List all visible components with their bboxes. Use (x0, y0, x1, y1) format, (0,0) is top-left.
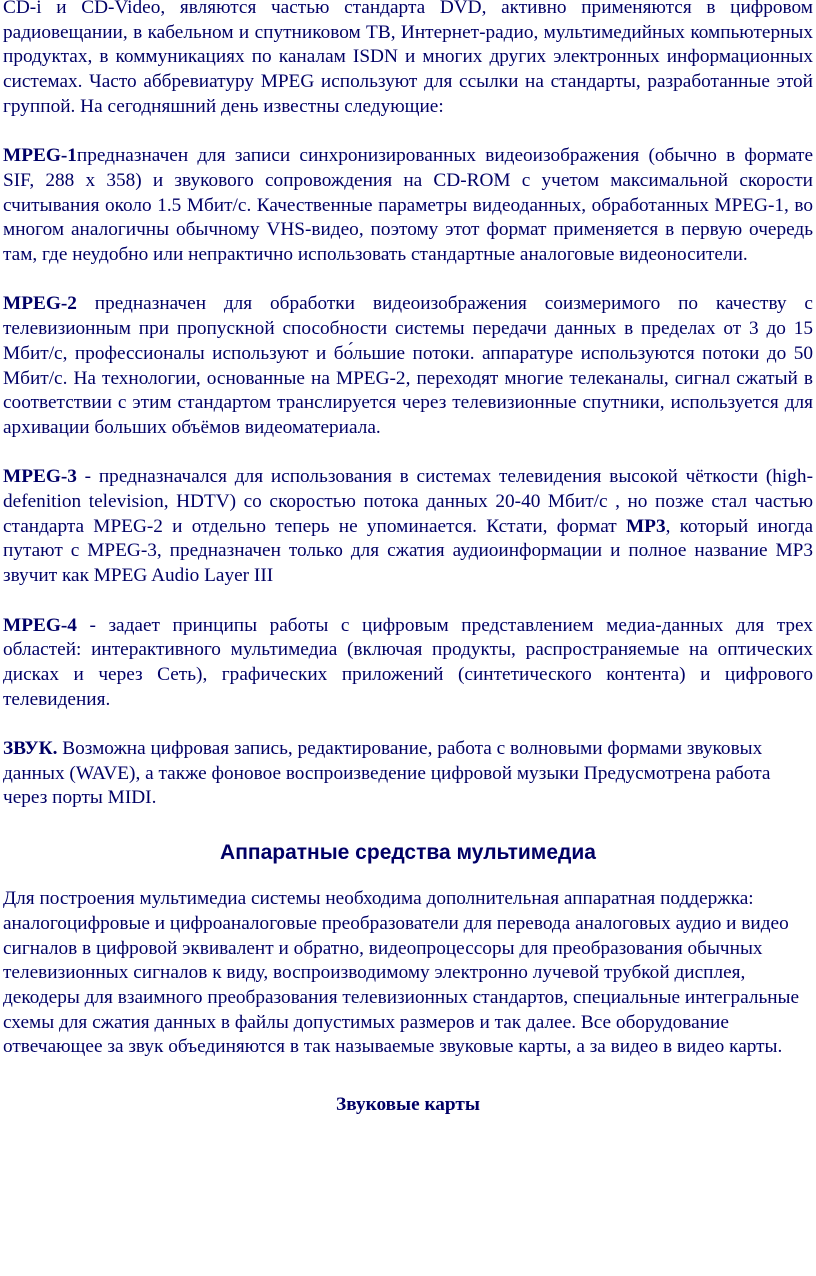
intro-paragraph: CD-i и CD-Video, являются частью стандарта DVD, активно применяются в цифровом радиовещании, в кабельном и спутниковом ТВ, Интернет-радио, мультимедийных компьютерных продуктах, в коммуникациях по каналам ISDN и многих других электронных информационных системах. Часто аббревиатуру MPEG используют для ссылки на стандарты, разработанные этой группой. На сегодняшний день известны следующие: (3, 0, 813, 117)
mpeg3-term: MPEG-3 (3, 466, 77, 488)
mpeg1-paragraph (3, 144, 813, 268)
spacer (3, 1060, 813, 1090)
hardware-heading: Аппаратные средства мультимедиа (220, 841, 596, 865)
document-page (3, 0, 813, 1120)
mpeg2-text: предназначен для обработки видеоизображения соизмеримого по качеству с телевизионным при пропускной способности системы передачи данных в пределах от 3 до 15 Мбит/с, профессионалы используют и бо́льшие потоки. аппаратуре используются потоки до 50 Мбит/с. На технологии, основанные на MPEG-2, переходят многие телеканалы, сигнал сжатый в соответствии с этим стандартом транслируется через телевизионные спутники, используется для архивации больших объёмов видеоматериала. (3, 293, 813, 438)
spacer (3, 712, 813, 737)
hardware-paragraph: Для построения мультимедиа системы необходима дополнительная аппаратная поддержка: аналогоцифровые и цифроаналоговые преобразователи для перевода аналоговых аудио и видео сигналов в цифровой эквивалент и обратно, видеопроцессоры для преобразования обычных телевизионных сигналов к виду, воспроизводимому электронно лучевой трубкой дисплея, декодеры для взаимного преобразования телевизионных стандартов, специальные интегральные схемы для сжатия данных в файлы допустимых размеров и так далее. Все оборудование отвечающее за звук объединяются в так называемые звуковые карты, а за видео в видео карты. (3, 888, 800, 1058)
mpeg2-term: MPEG-2 (3, 293, 77, 315)
spacer (3, 871, 813, 887)
mpeg1-term: MPEG-1 (3, 145, 77, 167)
spacer (3, 589, 813, 614)
mpeg3-text-b: , который иногда путают с MPEG-3, предназначен только для сжатия аудиоинформации и полное название MP3 звучит как MPEG Audio Layer III (3, 515, 813, 587)
mpeg4-text: - задает принципы работы с цифровым представлением медиа-данных для трех областей: интерактивного мультимедиа (включая продукты, распространяемые на оптических дисках и через Сеть), графических приложений (синтетического контента) и цифрового телевидения. (3, 614, 813, 710)
spacer (3, 441, 813, 466)
mpeg1-text: предназначен для записи синхронизированных видеоизображения (обычно в формате SIF, 288 x 358) и звукового сопровождения на CD-ROM с учетом максимальной скорости считывания около 1.5 Мбит/с. Качественные параметры видеоданных, обработанных MPEG-1, во многом аналогичны обычному VHS-видео, поэтому этот формат применяется в первую очередь там, где неудобно или непрактично использовать стандартные аналоговые видеоносители. (3, 145, 813, 266)
spacer (3, 268, 813, 293)
soundcards-heading: Звуковые карты (336, 1094, 480, 1116)
mpeg3-paragraph (3, 465, 813, 589)
mpeg4-term: MPEG-4 (3, 614, 77, 636)
spacer (3, 120, 813, 145)
sound-paragraph (3, 737, 813, 811)
sound-text: Возможна цифровая запись, редактирование, работа с волновыми формами звуковых данных (WAVE), а также фоновое воспроизведение цифровой музыки Предусмотрена работа через порты MIDI. (3, 738, 771, 809)
mpeg3-text-a: - предназначался для использования в системах телевидения высокой чёткости (high-defenition television, HDTV) со скоростью потока данных 20-40 Мбит/с , но позже стал частью стандарта MPEG-2 и отдельно теперь не упоминается. Кстати, формат (3, 466, 813, 537)
sound-term: ЗВУК. (3, 738, 58, 760)
mp3-term: MP3 (625, 515, 666, 537)
spacer (3, 811, 813, 835)
mpeg4-paragraph (3, 614, 813, 713)
mpeg2-paragraph (3, 292, 813, 440)
